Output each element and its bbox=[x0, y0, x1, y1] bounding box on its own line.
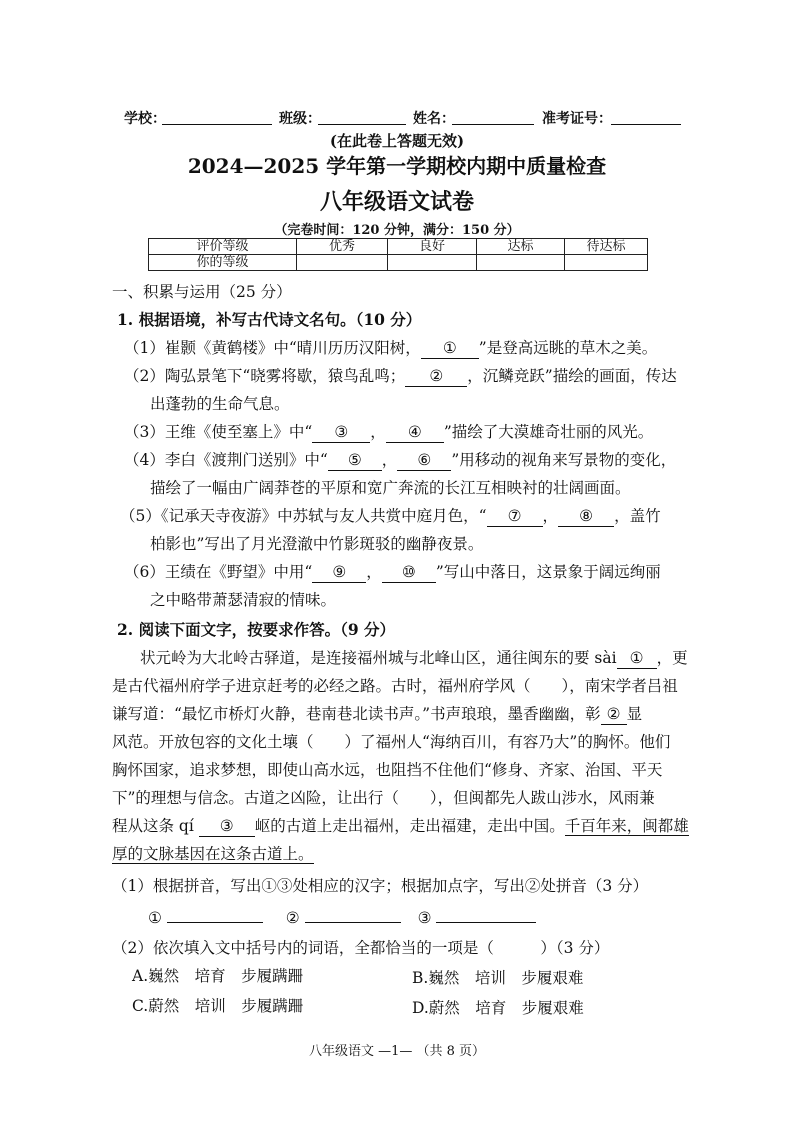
underlined-sentence: 千百年来，闽都雄 bbox=[564, 817, 689, 835]
name-field[interactable] bbox=[452, 124, 534, 125]
passage-line-7: 程从这条 qí ③ 岖的古道上走出福州，走出福建，走出中国。千百年来，闽都雄 bbox=[112, 817, 689, 835]
q1-item-6: （6）王绩在《野望》中用“ ⑨ ， ⑩ ”写山中落日，这景象于阔远绚丽 bbox=[124, 563, 661, 581]
answer-blank[interactable]: ① bbox=[421, 338, 479, 359]
class-field[interactable] bbox=[318, 124, 406, 125]
grade-cell[interactable] bbox=[297, 255, 388, 271]
answer-blank[interactable]: ③ bbox=[199, 816, 255, 837]
passage-line-6: 下”的理想与信念。古道之凶险，让出行（ ），但闽都先人跋山涉水，风雨兼 bbox=[112, 789, 655, 807]
exam-no-label: 准考证号： bbox=[542, 111, 612, 127]
grade-cell[interactable] bbox=[565, 255, 648, 271]
grade-cell[interactable] bbox=[477, 255, 565, 271]
q1-item-5: （5）《记承天寺夜游》中苏轼与友人共赏中庭月色，“ ⑦ ， ⑧ ，盖竹 bbox=[120, 507, 661, 525]
school-label: 学校： bbox=[124, 111, 166, 127]
answer-mark-2: ② bbox=[285, 909, 300, 927]
option-a[interactable]: A.巍然 培育 步履蹒跚 bbox=[132, 967, 304, 985]
answer-blank[interactable]: ③ bbox=[312, 422, 370, 443]
exam-no-field[interactable] bbox=[611, 124, 681, 125]
answer-blank[interactable]: ② bbox=[405, 366, 467, 387]
grade-row-label: 评价等级 bbox=[149, 239, 297, 255]
school-field[interactable] bbox=[162, 124, 272, 125]
q1-item-2: （2）陶弘景笔下“晓雾将歇，猿鸟乱鸣； ② ，沉鳞竞跃”描绘的画面，传达 bbox=[124, 367, 677, 385]
name-label: 姓名： bbox=[413, 111, 455, 127]
answer-blank[interactable]: ② bbox=[601, 704, 627, 725]
answer-blank[interactable]: ⑥ bbox=[397, 450, 451, 471]
option-d[interactable]: D.蔚然 培育 步履艰难 bbox=[412, 999, 584, 1017]
answer-line-2[interactable] bbox=[305, 906, 401, 923]
question-1-title: 1. 根据语境，补写古代诗文名句。（10 分） bbox=[117, 310, 422, 329]
q1-item-1: （1）崔颢《黄鹤楼》中“晴川历历汉阳树， ① ”是登高远眺的草木之美。 bbox=[124, 339, 658, 357]
notice: (在此卷上答题无效) bbox=[329, 132, 465, 150]
q2-sub2: （2）依次填入文中括号内的词语，全都恰当的一项是（ ）（3 分） bbox=[112, 939, 610, 957]
class-label: 班级： bbox=[279, 111, 321, 127]
answer-blank[interactable]: ⑤ bbox=[328, 450, 382, 471]
q1-item-4: （4）李白《渡荆门送别》中“ ⑤ ， ⑥ ”用移动的视角来写景物的变化， bbox=[124, 451, 677, 469]
grade-col-good: 良好 bbox=[388, 239, 477, 255]
grade-col-improve: 待达标 bbox=[565, 239, 648, 255]
passage-line-3: 谦写道：“最忆市桥灯火静，巷南巷北读书声。”书声琅琅，墨香幽幽，彰 ② 显 bbox=[112, 705, 643, 723]
answer-line-3[interactable] bbox=[436, 906, 536, 923]
q2-sub1: （1）根据拼音，写出①③处相应的汉字；根据加点字，写出②处拼音（3 分） bbox=[112, 877, 649, 895]
answer-blank[interactable]: ⑨ bbox=[312, 562, 366, 583]
grade-col-excellent: 优秀 bbox=[297, 239, 388, 255]
answer-blank[interactable]: ⑦ bbox=[487, 506, 543, 527]
q1-item-4-cont: 描绘了一幅由广阔莽苍的平原和宽广奔流的长江互相映衬的壮阔画面。 bbox=[150, 479, 631, 497]
passage-line-1: 状元岭为大北岭古驿道，是连接福州城与北峰山区，通往闽东的要 sài ① ，更 bbox=[140, 649, 688, 667]
answer-blank[interactable]: ① bbox=[617, 648, 657, 669]
passage-line-2: 是古代福州府学子进京赶考的必经之路。古时，福州府学风（ ），南宋学者吕祖 bbox=[112, 677, 678, 695]
passage-line-4: 风范。开放包容的文化土壤（ ）了福州人“海纳百川，有容乃大”的胸怀。他们 bbox=[112, 733, 671, 751]
question-2-title: 2. 阅读下面文字，按要求作答。（9 分） bbox=[117, 620, 396, 639]
time-info: （完卷时间：120 分钟，满分：150 分） bbox=[274, 223, 520, 238]
student-info-line bbox=[0, 108, 794, 130]
answer-blank[interactable]: ⑩ bbox=[382, 562, 436, 583]
your-grade-label: 你的等级 bbox=[149, 255, 297, 271]
q1-item-3: （3）王维《使至塞上》中“ ③ ， ④ ”描绘了大漠雄奇壮丽的风光。 bbox=[124, 423, 654, 441]
grade-table bbox=[148, 238, 648, 271]
exam-subtitle: 八年级语文试卷 bbox=[319, 189, 474, 215]
q1-item-2-cont: 出蓬勃的生命气息。 bbox=[150, 395, 290, 413]
option-c[interactable]: C.蔚然 培训 步履蹒跚 bbox=[132, 997, 304, 1015]
answer-mark-3: ③ bbox=[417, 909, 432, 927]
exam-title: 2024—2025 学年第一学期校内期中质量检查 bbox=[187, 154, 607, 178]
grade-cell[interactable] bbox=[388, 255, 477, 271]
answer-blank[interactable]: ⑧ bbox=[558, 506, 614, 527]
answer-mark-1: ① bbox=[148, 909, 162, 927]
passage-line-8 bbox=[112, 844, 314, 864]
underlined-sentence-end: 厚的文脉基因在这条古道上。 bbox=[112, 845, 314, 863]
section-heading: 一、积累与运用（25 分） bbox=[112, 283, 292, 301]
grade-col-pass: 达标 bbox=[477, 239, 565, 255]
passage-line-5: 胸怀国家，追求梦想，即使山高水远，也阻挡不住他们“修身、齐家、治国、平天 bbox=[112, 761, 663, 779]
q1-item-5-cont: 柏影也”写出了月光澄澈中竹影斑驳的幽静夜景。 bbox=[150, 535, 484, 553]
option-b[interactable]: B.巍然 培训 步履艰难 bbox=[412, 969, 584, 987]
answer-line-1[interactable] bbox=[167, 906, 263, 923]
answer-blank[interactable]: ④ bbox=[386, 422, 444, 443]
q2-sub1-answers bbox=[148, 906, 536, 928]
page-footer: 八年级语文 —1— （共 8 页） bbox=[308, 1044, 486, 1059]
q1-item-6-cont: 之中略带萧瑟清寂的情味。 bbox=[150, 591, 337, 609]
